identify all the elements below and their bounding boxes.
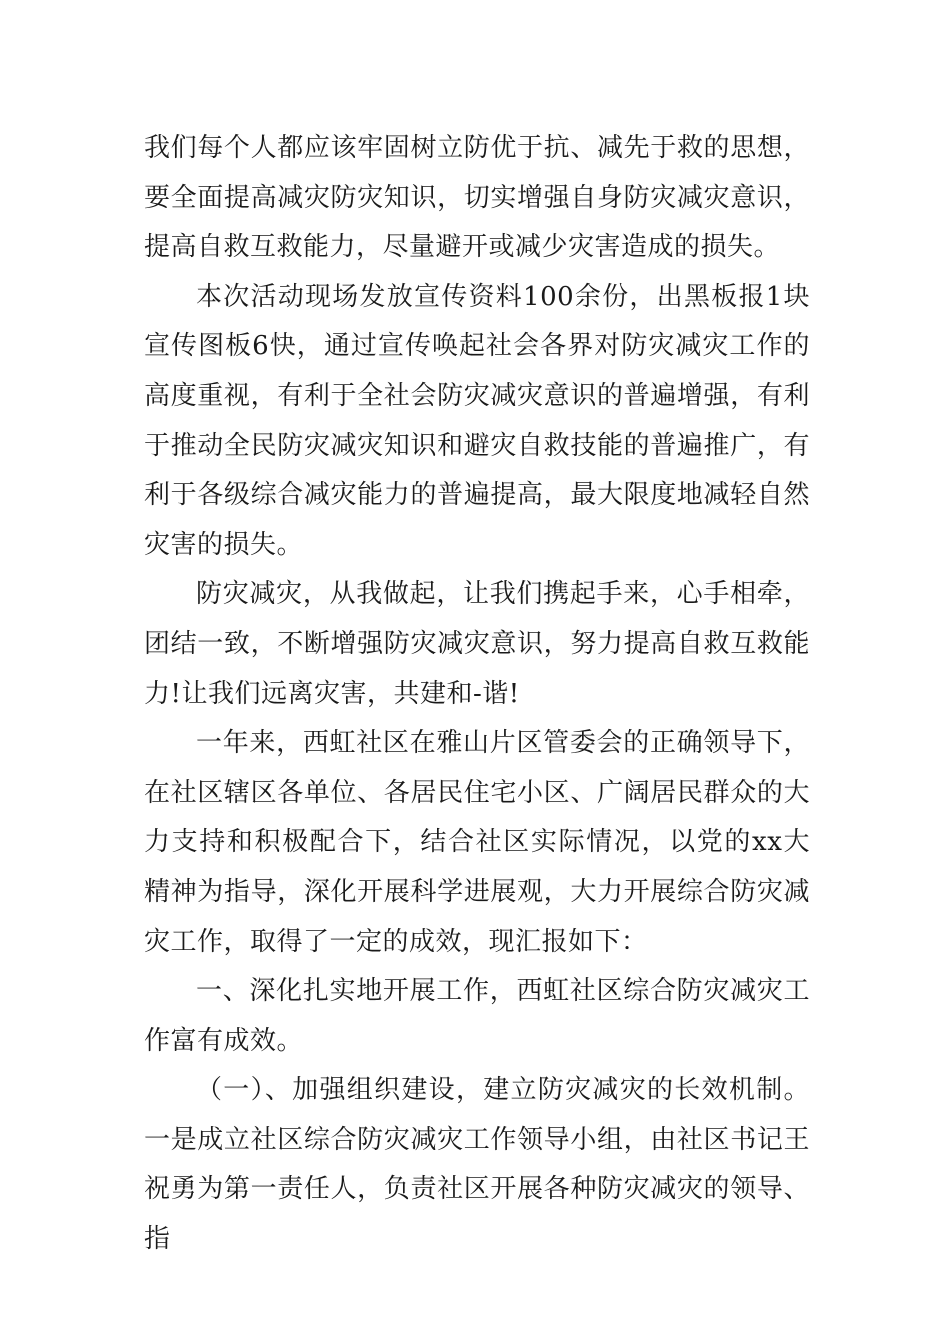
document-body	[144, 124, 810, 1265]
paragraph-3: 防灾减灾，从我做起，让我们携起手来，心手相牵，团结一致，不断增强防灾减灾意识，努力提高自救互救能力!让我们远离灾害，共建和-谐!	[144, 579, 810, 709]
paragraph-2: 本次活动现场发放宣传资料100余份，出黑板报1块宣传图板6快，通过宣传唤起社会各界对防灾减灾工作的高度重视，有利于全社会防灾减灾意识的普遍增强，有利于推动全民防灾减灾知识和避灾自救技能的普遍推广，有利于各级综合减灾能力的普遍提高，最大限度地减轻自然灾害的损失。	[144, 281, 810, 560]
paragraph-6: （一）、加强组织建设，建立防灾减灾的长效机制。一是成立社区综合防灾减灾工作领导小组，由社区书记王祝勇为第一责任人，负责社区开展各种防灾减灾的领导、指	[144, 1075, 810, 1255]
paragraph-5: 一、深化扎实地开展工作，西虹社区综合防灾减灾工作富有成效。	[144, 976, 810, 1056]
paragraph-1: 我们每个人都应该牢固树立防优于抗、减先于救的思想，要全面提高减灾防灾知识，切实增强自身防灾减灾意识，提高自救互救能力，尽量避开或减少灾害造成的损失。	[144, 133, 810, 263]
paragraph-4: 一年来，西虹社区在雅山片区管委会的正确领导下，在社区辖区各单位、各居民住宅小区、广阔居民群众的大力支持和积极配合下，结合社区实际情况，以党的xx大精神为指导，深化开展科学进展观，大力开展综合防灾减灾工作，取得了一定的成效，现汇报如下：	[144, 728, 810, 957]
